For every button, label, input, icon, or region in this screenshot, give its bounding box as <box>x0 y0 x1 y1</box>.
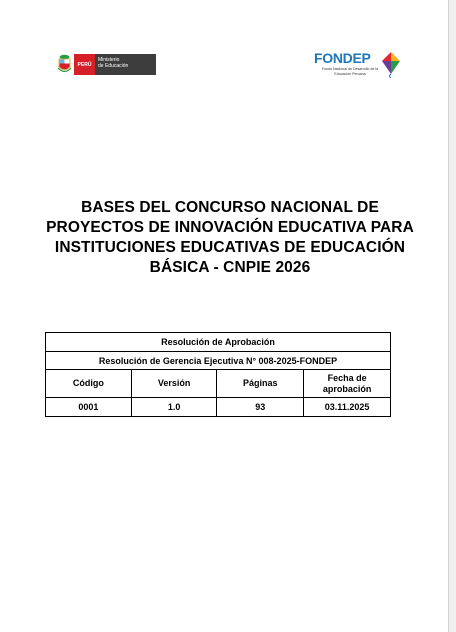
fondep-wordmark: FONDEP <box>314 50 371 66</box>
ministry-line-2: de Educación <box>98 63 129 69</box>
document-title <box>30 198 430 278</box>
cell-version: 1.0 <box>131 398 217 417</box>
ministry-line-1: Ministerio <box>98 57 120 63</box>
table-header-row <box>46 370 391 398</box>
peru-label: PERÚ <box>74 54 95 75</box>
peru-coat-of-arms-icon <box>57 54 72 75</box>
approval-heading: Resolución de Aprobación <box>46 333 391 352</box>
table-resolution-row <box>46 352 391 370</box>
cell-date: 03.11.2025 <box>304 398 391 417</box>
title-line-1: BASES DEL CONCURSO NACIONAL DE <box>81 199 379 216</box>
title-line-2: PROYECTOS DE INNOVACIÓN EDUCATIVA PARA <box>46 219 414 236</box>
column-header-code: Código <box>46 370 132 398</box>
approval-table <box>45 332 391 417</box>
viewer-margin <box>449 0 456 632</box>
ministry-label <box>95 54 156 75</box>
cell-pages: 93 <box>217 398 304 417</box>
table-heading-row <box>46 333 391 352</box>
table-row <box>46 398 391 417</box>
title-line-4: BÁSICA - CNPIE 2026 <box>149 259 311 276</box>
cell-code: 0001 <box>46 398 132 417</box>
title-line-3: INSTITUCIONES EDUCATIVAS DE EDUCACIÓN <box>54 239 406 256</box>
column-header-version: Versión <box>131 370 217 398</box>
column-header-date: Fecha de aprobación <box>304 370 391 398</box>
minedu-logo <box>57 54 156 75</box>
resolution-number: Resolución de Gerencia Ejecutiva N° 008-2025-FONDEP <box>46 352 391 370</box>
fondep-logo <box>314 50 400 84</box>
fondep-subtitle: Fondo Nacional de Desarrollo de la Educación Peruana <box>321 67 379 76</box>
kite-icon <box>382 52 400 78</box>
column-header-pages: Páginas <box>217 370 304 398</box>
